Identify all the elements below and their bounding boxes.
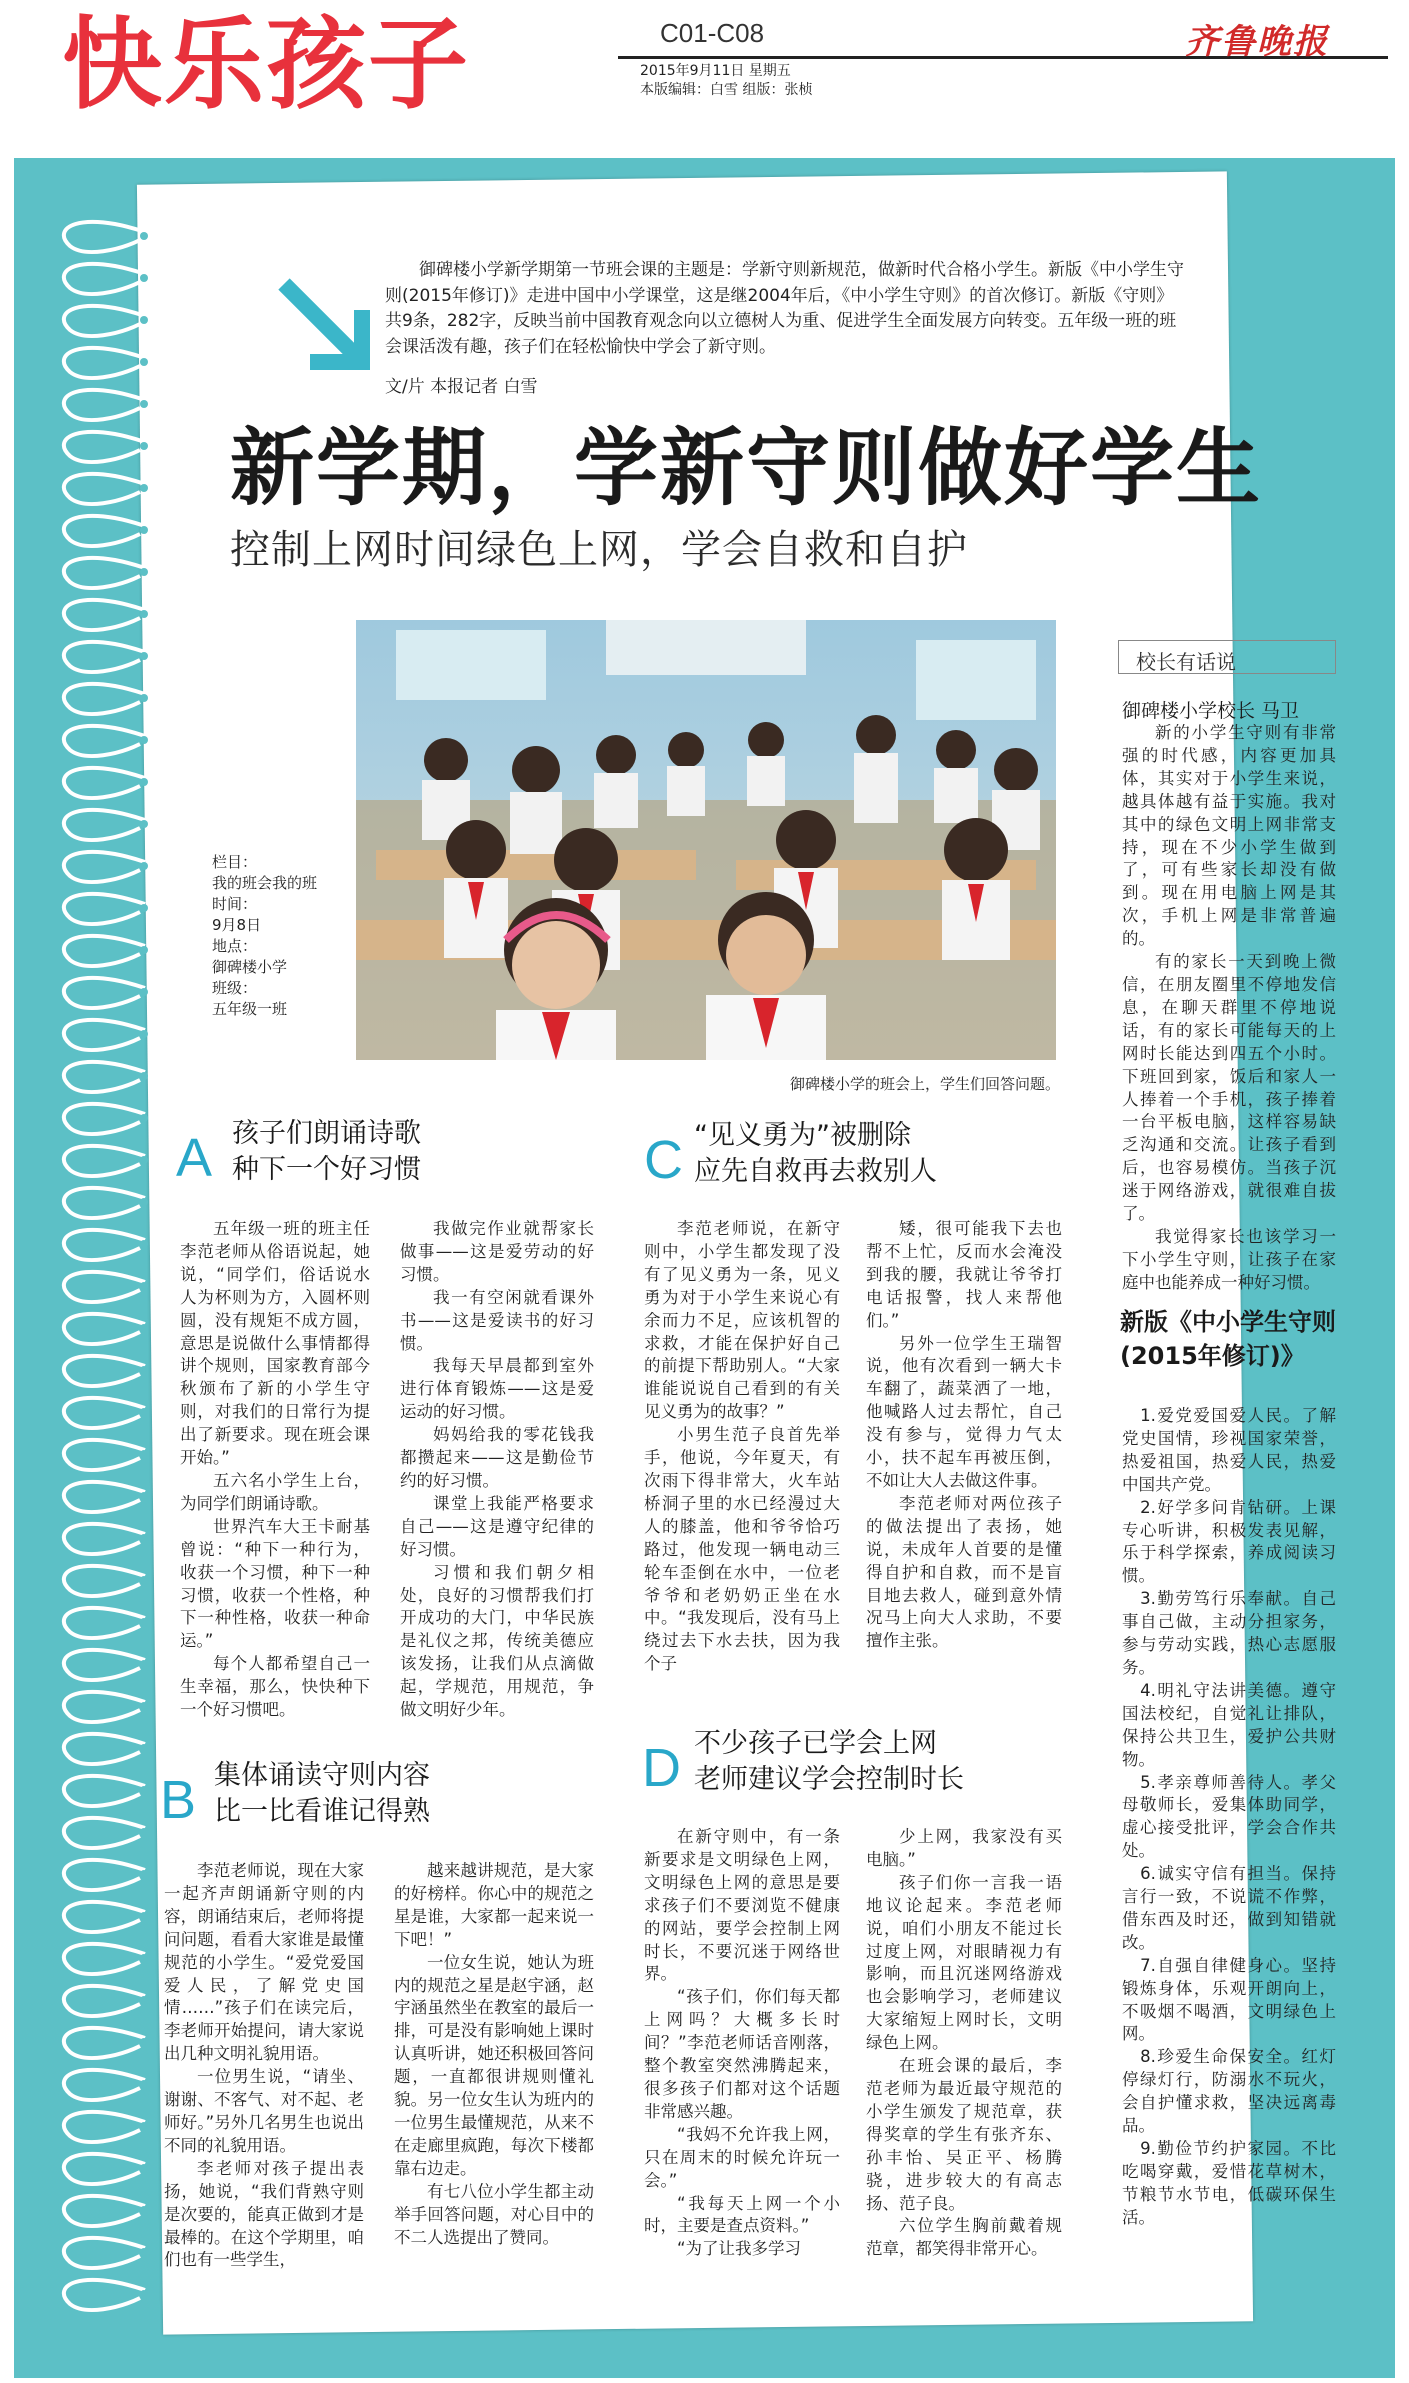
spiral-ring (64, 1356, 148, 1386)
rule-item: 5.孝亲尊师善待人。孝父母敬师长，爱集体助同学，虚心接受批评，学会合作共处。 (1122, 1772, 1336, 1861)
section-b-column-2: 越来越讲规范，是大家的好榜样。你心中的规范之星是谁，大家都一起来说一下吧！” 一位女生说，她认为班内的规范之星是赵宇涵，赵宇涵虽然坐在教室的最后一排，可是没有影响她上课时认真听讲，她还积极回答问题，一直都很讲规则懂礼貌。另一位女生认为班内的一位男生最懂规范，从来不在走廊里疯跑，每次下楼都靠右边走。 有七八位小学生都主动举手回答问题，对心目中的不二人选提出了赞同。 (394, 1861, 594, 2247)
spiral-ring (64, 936, 148, 966)
rule-item: 8.珍爱生命保安全。红灯停绿灯行，防溺水不玩火，会自护懂求救，坚决远离毒品。 (1122, 2047, 1336, 2136)
spiral-ring (64, 306, 148, 336)
section-c-column-1: 李范老师说，在新守则中，小学生都发现了没有了见义勇为一条，见义勇为对于小学生来说心有余而力不足，应该机智的求救，才能在保护好自己的前提下帮助别人。“大家谁能说说自己看到的有关见义勇为的故事？” 小男生范子良首先举手，他说，今年夏天，有次雨下得非常大，火车站桥洞子里的水已经漫过大人的膝盖，他和爷爷恰巧路过，他发现一辆电动三轮车歪倒在水中，一位老爷爷和老奶奶正坐在水中。“我发现后，没有马上绕过去下水去扶，因为我个子 (644, 1219, 840, 1674)
rule-item: 9.勤俭节约护家园。不比吃喝穿戴，爱惜花草树木，节粮节水节电，低碳环保生活。 (1122, 2139, 1336, 2227)
spiral-ring (64, 1860, 148, 1890)
spiral-ring (64, 432, 148, 462)
spiral-ring (64, 1776, 148, 1806)
spiral-ring (64, 726, 148, 756)
section-c-column-2: 矮，很可能我下去也帮不上忙，反而水会淹没到我的腰，我就让爷爷打电话报警，找人来帮他们。” 另外一位学生王瑞智说，他有次看到一辆大卡车翻了，蔬菜洒了一地，他喊路人过去帮忙，自己没有参与，觉得力气太小，扶不起车再被压倒，不如让大人去做这件事。 李范老师对两位孩子的做法提出了表扬，她说，未成年人首要的是懂得自护和自救，而不是盲目地去救人，碰到意外情况马上向大人求助，不要擅作主张。 (866, 1219, 1062, 1651)
spiral-ring (64, 2196, 148, 2226)
spiral-ring (64, 2112, 148, 2142)
spiral-ring (64, 1272, 148, 1302)
section-b-letter: B (160, 1770, 197, 1830)
rule-item: 6.诚实守信有担当。保持言行一致，不说谎不作弊，借东西及时还，做到知错就改。 (1122, 1864, 1336, 1952)
spiral-ring (64, 348, 148, 378)
info-value-column: 我的班会我的班 (212, 874, 318, 892)
section-b-heading: 集体诵读守则内容 比一比看谁记得熟 (214, 1760, 430, 1827)
article-intro: 御碑楼小学新学期第一节班会课的主题是：学新守则新规范，做新时代合格小学生。新版《中小学生守则(2015年修订)》走进中国中小学课堂，这是继2004年后，《中小学生守则》的首次修订。新版《守则》共9条，282字，反映当前中国教育观念向以立德树人为重、促进学生全面发展方向转变。五年级一班的班会课活泼有趣，孩子们在轻松愉快中学会了新守则。 (385, 260, 1184, 357)
spiral-ring (64, 2070, 148, 2100)
rule-item: 4.明礼守法讲美德。遵守国法校纪，自觉礼让排队，保持公共卫生，爱护公共财物。 (1122, 1680, 1336, 1769)
byline: 文/片 本报记者 白雪 (385, 377, 538, 397)
spiral-ring (64, 1902, 148, 1932)
principal-name: 御碑楼小学校长 马卫 (1122, 700, 1300, 722)
info-label-class: 班级： (212, 979, 258, 997)
spiral-ring (64, 264, 148, 294)
photo-caption: 御碑楼小学的班会上，学生们回答问题。 (789, 1075, 1060, 1093)
section-d-column-1: 在新守则中，有一条新要求是文明绿色上网，文明绿色上网的意思是要求孩子们不要浏览不健康的网站，要学会控制上网时长，不要沉迷于网络世界。 “孩子们，你们每天都上网吗？大概多长时间？”李范老师话音刚落，整个教室突然沸腾起来，很多孩子们都对这个话题非常感兴趣。 “我妈不允许我上网，只在周末的时候允许玩一会。” “我每天上网一个小时，主要是查点资料。” “为了让我多学习 (644, 1827, 840, 2259)
spiral-ring (64, 558, 148, 588)
paper-logo: 齐鲁晚报 (1185, 22, 1329, 62)
spiral-ring (64, 852, 148, 882)
spiral-ring (64, 1188, 148, 1218)
section-a-column-2: 我做完作业就帮家长做事——这是爱劳动的好习惯。 我一有空闲就看课外书——这是爱读书的好习惯。 我每天早晨都到室外进行体育锻炼——这是爱运动的好习惯。 妈妈给我的零花钱我都攒起来——这是勤俭节约的好习惯。 课堂上我能严格要求自己——这是遵守纪律的好习惯。 习惯和我们朝夕相处，良好的习惯帮我们打开成功的大门，中华民族是礼仪之邦，传统美德应该发扬，让我们从点滴做起，学规范，用规范，争做文明好少年。 (400, 1219, 594, 1720)
spiral-ring (64, 1104, 148, 1134)
rules-title: 新版《中小学生守则(2015年修订)》 (1120, 1308, 1336, 1370)
spiral-ring (64, 1440, 148, 1470)
page-range: C01-C08 (660, 18, 765, 48)
spiral-ring (64, 1482, 148, 1512)
info-value-time: 9月8日 (212, 916, 262, 934)
section-d-letter: D (642, 1738, 681, 1798)
spiral-ring (64, 2154, 148, 2184)
info-label-column: 栏目： (212, 853, 258, 871)
spiral-ring (64, 600, 148, 630)
column-info (212, 852, 347, 1020)
spiral-ring (64, 978, 148, 1008)
spiral-ring (64, 1608, 148, 1638)
spiral-ring (64, 1818, 148, 1848)
spiral-ring (64, 1566, 148, 1596)
spiral-ring (64, 642, 148, 672)
masthead-meta (640, 62, 812, 100)
section-a-heading: 孩子们朗诵诗歌 种下一个好习惯 (232, 1118, 421, 1185)
spiral-ring (64, 684, 148, 714)
section-d-column-2: 少上网，我家没有买电脑。” 孩子们你一言我一语地议论起来。李范老师说，咱们小朋友不能过长过度上网，对眼睛视力有影响，而且沉迷网络游戏也会影响学习，老师建议大家缩短上网时长，文明绿色上网。 在班会课的最后，李范老师为最近最守规范的小学生颁发了规范章，获得奖章的学生有张齐东、孙丰怡、吴正平、杨腾骁，进步较大的有高志扬、范子良。 六位学生胸前戴着规范章，都笑得非常开心。 (866, 1827, 1062, 2259)
rule-item: 1.爱党爱国爱人民。了解党史国情，珍视国家荣誉，热爱祖国，热爱人民，热爱中国共产党。 (1122, 1406, 1336, 1494)
spiral-ring (64, 222, 148, 252)
spiral-ring (64, 1398, 148, 1428)
masthead-title: 快乐孩子 (62, 6, 470, 123)
spiral-ring (64, 474, 148, 504)
info-value-class: 五年级一班 (212, 1000, 288, 1018)
spiral-ring (64, 894, 148, 924)
spiral-ring (64, 1734, 148, 1764)
spiral-ring (64, 1146, 148, 1176)
section-a-letter: A (176, 1128, 213, 1188)
info-label-time: 时间： (212, 895, 258, 913)
section-c-letter: C (644, 1130, 683, 1190)
spiral-ring (64, 390, 148, 420)
spiral-ring (64, 1314, 148, 1344)
spiral-ring (64, 1650, 148, 1680)
spiral-ring (64, 1524, 148, 1554)
spiral-ring (64, 516, 148, 546)
classroom-photo (356, 620, 1056, 1060)
spiral-ring (64, 1062, 148, 1092)
sidebar-label: 校长有话说 (1136, 650, 1236, 674)
rules-list (1122, 1405, 1336, 2230)
principal-remarks: 新的小学生守则有非常强的时代感，内容更加具体，其实对于小学生来说，越具体越有益于实施。我对其中的绿色文明上网非常支持，现在不少小学生做到了，可有些家长却没有做到。现在用电脑上网是其次，手机上网是非常普遍的。 有的家长一天到晚上微信，在朋友圈里不停地发信息，在聊天群里不停地说话，有的家长可能每天的上网时长能达到四五个小时。下班回到家，饭后和家人一人捧着一个手机，孩子捧着一台平板电脑，这样容易缺乏沟通和交流。让孩子看到后，也容易模仿。当孩子沉迷于网络游戏，就很难自拔了。 我觉得家长也该学习一下小学生守则，让孩子在家庭中也能养成一种好习惯。 (1122, 723, 1336, 1292)
section-a-column-1: 五年级一班的班主任李范老师从俗语说起，她说，“同学们，俗话说水人为杯则为方，入圆杯则圆，没有规矩不成方圆，意思是说做什么事情都得讲个规则，国家教育部今秋颁布了新的小学生守则，对我们的日常行为提出了新要求。现在班会课开始。” 五六名小学生上台，为同学们朗诵诗歌。 世界汽车大王卡耐基曾说：“种下一种行为，收获一个习惯，种下一种习惯，收获一个性格，种下一种性格，收获一种命运。” 每个人都希望自己一生幸福，那么，快快种下一个好习惯吧。 (180, 1219, 370, 1720)
spiral-ring (64, 2280, 148, 2310)
section-d-heading: 不少孩子已学会上网 老师建议学会控制时长 (694, 1728, 964, 1795)
spiral-ring (64, 1020, 148, 1050)
issue-date: 2015年9月11日 星期五 (640, 63, 791, 79)
info-label-place: 地点： (212, 937, 258, 955)
arrow-down-right-icon (270, 270, 380, 380)
info-value-place: 御碑楼小学 (212, 958, 288, 976)
section-b-column-1: 李范老师说，现在大家一起齐声朗诵新守则的内容，朗诵结束后，老师将提问问题，看看大家谁是最懂规范的小学生。“爱党爱国爱人民，了解党史国情……”孩子们在读完后，李老师开始提问，请大家说出几种文明礼貌用语。 一位男生说，“请坐、谢谢、不客气、对不起、老师好。”另外几名男生也说出不同的礼貌用语。 李老师对孩子提出表扬，她说，“我们背熟守则是次要的，能真正做到才是最棒的。在这个学期里，咱们也有一些学生， (164, 1861, 364, 2270)
spiral-ring (64, 810, 148, 840)
spiral-ring (64, 2028, 148, 2058)
spiral-ring (64, 768, 148, 798)
spiral-ring (64, 2238, 148, 2268)
spiral-ring (64, 1986, 148, 2016)
spiral-ring (64, 1692, 148, 1722)
section-c-heading: “见义勇为”被删除 应先自救再去救别人 (694, 1120, 937, 1187)
rule-item: 7.自强自律健身心。坚持锻炼身体，乐观开朗向上，不吸烟不喝酒，文明绿色上网。 (1122, 1955, 1336, 2044)
subheadline: 控制上网时间绿色上网，学会自救和自护 (230, 527, 968, 573)
spiral-binding (40, 200, 150, 2320)
rule-item: 3.勤劳笃行乐奉献。自己事自己做，主动分担家务，参与劳动实践，热心志愿服务。 (1122, 1589, 1336, 1677)
editors-line: 本版编辑：白雪 组版：张桢 (640, 82, 813, 98)
rule-item: 2.好学多问肯钻研。上课专心听讲，积极发表见解，乐于科学探索，养成阅读习惯。 (1122, 1497, 1336, 1586)
spiral-ring (64, 1230, 148, 1260)
headline: 新学期，学新守则做好学生 (230, 419, 1263, 517)
spiral-ring (64, 1944, 148, 1974)
